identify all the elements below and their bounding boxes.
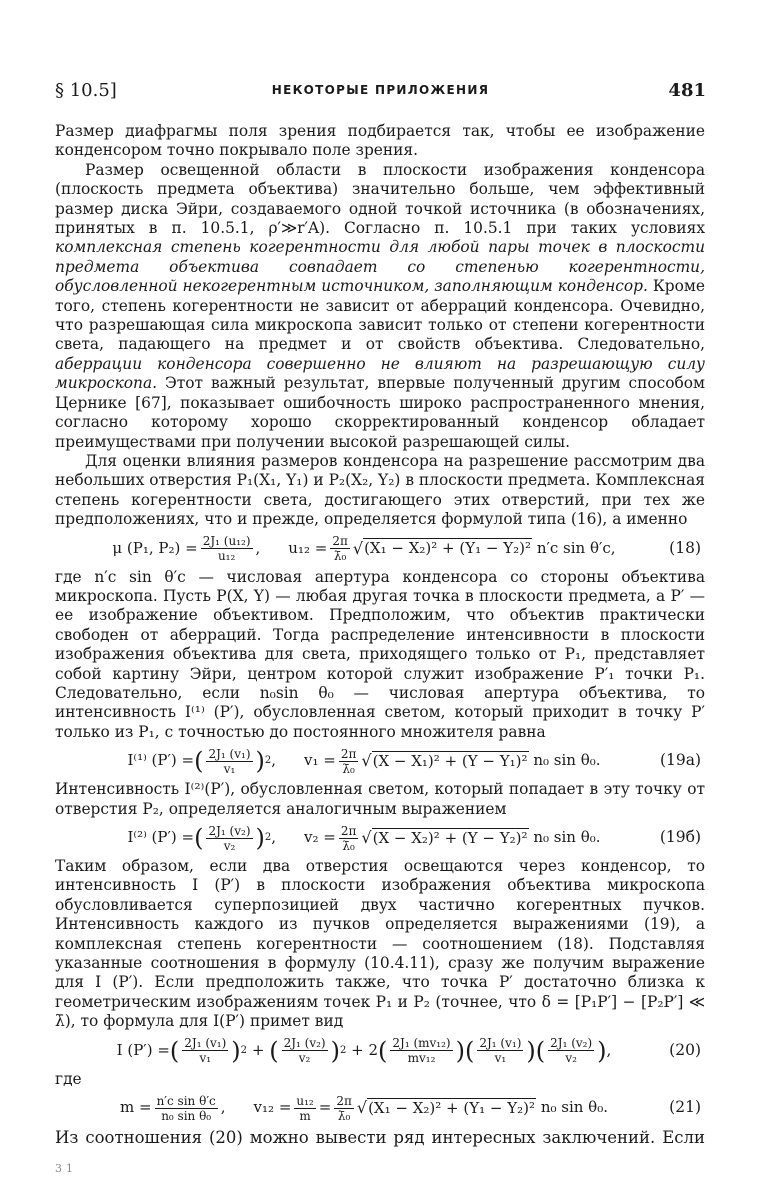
running-title: НЕКОТОРЫЕ ПРИЛОЖЕНИЯ (271, 83, 490, 97)
equation-19b: I⁽²⁾ (P′) = ( $\frac{\text{2J₁ (v₂)}}{\text{v₂}}$ ) 2 , v₂ = $\frac{2\pi}{\text{λ̄₀}}$ √ (X − X₂)² + (Y − Y₂)² n₀ sin θ₀. (19б) (55, 819, 705, 857)
equation-20: I (P′) = ( $\frac{\text{2J₁ (v₁)}}{\text{v₁}}$ ) 2 + ( $\frac{\text{2J₁ (v₂)}}{\text{v₂}}$ ) 2 + 2 ( $\frac{\text{2J₁ (mv₁₂)}}{\text{mv₁₂}}$ ) ( $\frac{\text{2J₁ (v₁)}}{\text{v₁}}$ ) ( $\frac{\text{2J₁ (v₂)}}{\text{v₂}}$ ) , (20) (55, 1032, 705, 1070)
paragraph-3: Для оценки влияния размеров конденсора на разрешение рассмотрим два небольших отверстия P₁(X₁, Y₁) и P₂(X₂, Y₂) в плоскости предмета. Комплексная степень когерентности света, достигающего этих отверстий, при тех же предположениях, что и прежде, определяется формулой типа (16), а именно (55, 451, 705, 529)
equation-number: (18) (669, 538, 701, 557)
paragraph-5: Интенсивность I⁽²⁾(P′), обусловленная светом, который попадает в эту точку от отверстия P₂, определяется аналогичным выражением (55, 780, 705, 818)
equation-number: (19б) (659, 828, 701, 847)
equation-21: m = $\frac{\text{n′c sin θ′c}}{\text{n₀ sin θ₀}}$ , v₁₂ = $\frac{\text{u₁₂}}{m}$ = $\frac{2\pi}{\text{λ̄₀}}$ √ (X₁ − X₂)² + (Y₁ − Y₂)² n₀ sin θ₀. (21) (55, 1089, 705, 1127)
equation-number: (20) (669, 1040, 701, 1059)
equation-18: μ (P₁, P₂) = $\frac{\text{2J₁ (u₁₂)}}{\text{u₁₂}}$ , u₁₂ = $\frac{2\pi}{\text{λ̄₀}}$ √ (X₁ − X₂)² + (Y₁ − Y₂)² n′c sin θ′c, (18) (55, 530, 705, 568)
paragraph-6: Таким образом, если два отверстия освещаются через конденсор, то интенсивность I (P′) в плоскости изображения объектива микроскопа обусловливается суперпозицией двух частично когерентных пучков. Интенсивность каждого из пучков определяется выражениями (19), а комплексная степень когерентности — соотношением (18). Подставляя указанные соотношения в формулу (10.4.11), сразу же получим выражение для I (P′). Если предположить также, что точка P′ достаточно близка к геометрическим изображениям точек P₁ и P₂ (точнее, что δ = [P₁P′] − [P₂P′] ≪ λ̄), то формула для I(P′) примет вид (55, 857, 705, 1031)
last-line: Из соотношения (20) можно вывести ряд интересных заключений. Если (55, 1128, 705, 1147)
signature-mark: 31 (55, 1162, 77, 1175)
page-body (55, 122, 705, 1127)
where-word: где (55, 1069, 82, 1088)
equation-number: (21) (669, 1098, 701, 1117)
equation-number: (19a) (659, 751, 701, 770)
page-header (55, 80, 706, 104)
page-number: 481 (668, 80, 706, 101)
section-number: § 10.5] (55, 80, 117, 101)
paragraph-2: Размер освещенной области в плоскости изображения конденсора (плоскость предмета объектива) значительно больше, чем эффективный размер диска Эйри, создаваемого одной точкой источника (в обозначениях, принятых в п. 10.5.1, ρ′≫r′A). Согласно п. 10.5.1 при таких условиях комплексная степень когерентности для любой пары точек в плоскости предмета объектива совпадает со степенью когерентности, обусловленной некогерентным источником, заполняющим конденсор. Кроме того, степень когерентности не зависит от аберраций конденсора. Очевидно, что разрешающая сила микроскопа зависит только от степени когерентности света, падающего на предмет и от свойств объектива. Следовательно, аберрации конденсора совершенно не влияют на разрешающую силу микроскопа. Этот важный результат, впервые полученный другим способом Цернике [67], показывает ошибочность широко распространенного мнения, согласно которому хорошо скорректированный конденсор обладает преимуществами при получении высокой разрешающей силы. (55, 160, 705, 451)
paragraph-1: Размер диафрагмы поля зрения подбирается так, чтобы ее изображение конденсором точно покрывало поле зрения. (55, 122, 705, 160)
equation-19a: I⁽¹⁾ (P′) = ( $\frac{\text{2J₁ (v₁)}}{\text{v₁}}$ ) 2 , v₁ = $\frac{2\pi}{\text{λ̄₀}}$ √ (X − X₁)² + (Y − Y₁)² n₀ sin θ₀. (19a) (55, 742, 705, 780)
paragraph-4: где n′c sin θ′c — числовая апертура конденсора со стороны объектива микроскопа. Пусть P(X, Y) — любая другая точка в плоскости предмета, а P′ — ее изображение объективом. Предположим, что объектив практически свободен от аберраций. Тогда распределение интенсивности в плоскости изображения объектива для света, приходящего только от P₁, представляет собой картину Эйри, центром которой служит изображение P′₁ точки P₁. Следовательно, если n₀sin θ₀ — числовая апертура объектива, то интенсивность I⁽¹⁾ (P′), обусловленная светом, который приходит в точку P′ только из P₁, с точностью до постоянного множителя равна (55, 567, 705, 741)
